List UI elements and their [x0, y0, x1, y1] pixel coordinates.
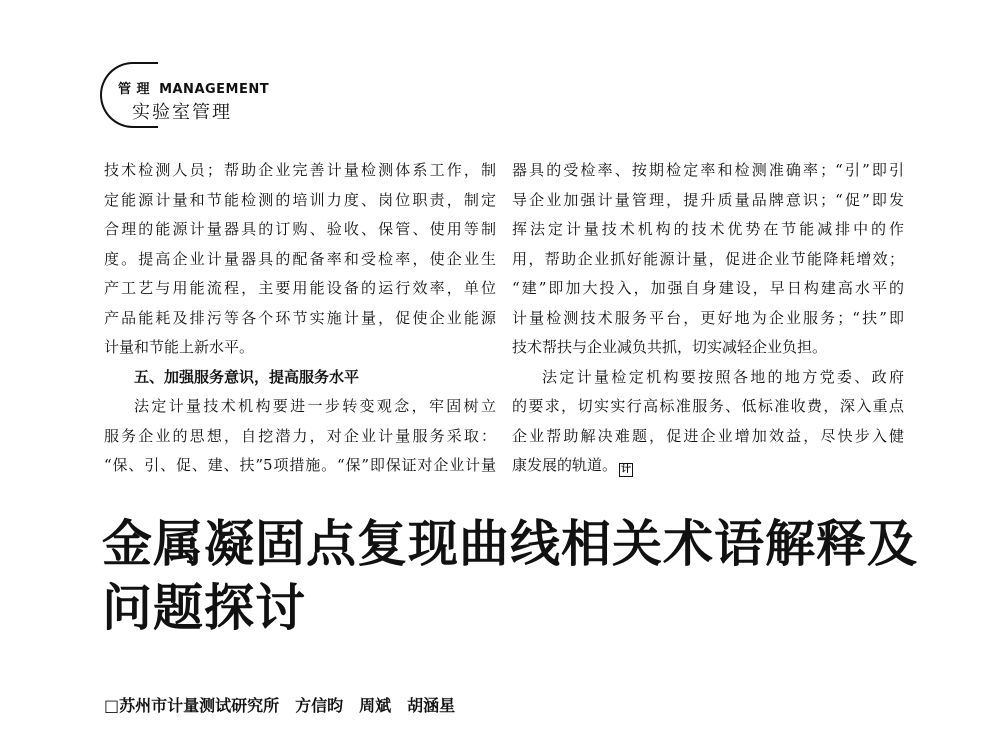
body-line: 挥法定计量技术机构的技术优势在节能减排中的作	[512, 220, 904, 238]
body-line: “保、引、促、建、扶”5项措施。“保”即保证对企业计量	[104, 456, 496, 474]
body-line: 用，帮助企业抓好能源计量，促进企业节能降耗增效；	[512, 249, 904, 268]
body-line: 器具的受检率、按期检定率和检测准确率；“引”即引	[512, 161, 904, 179]
body-line: 法定计量检定机构要按照各地的地方党委、政府	[542, 367, 904, 386]
body-line: 计量检测技术服务平台，更好地为企业服务；“扶”即	[512, 308, 904, 327]
body-line: 度。提高企业计量器具的配备率和受检率，使企业生	[104, 249, 496, 268]
body-line: 技术帮扶与企业减负共抓，切实减轻企业负担。	[512, 338, 828, 356]
article-title	[102, 512, 918, 640]
subsection-label: 实验室管理	[132, 102, 232, 123]
body-line: “建”即加大投入，加强自身建设，早日构建高水平的	[512, 279, 904, 297]
body-line-last	[512, 451, 904, 481]
left-column	[104, 156, 496, 481]
section-heading: 五、加强服务意识，提高服务水平	[134, 367, 360, 386]
body-line: 计量和节能上新水平。	[104, 338, 255, 356]
body-line: 产品能耗及排污等各个环节实施计量，促使企业能源	[104, 308, 496, 327]
body-line: 服务企业的思想，自挖潜力，对企业计量服务采取：	[104, 426, 496, 445]
section-label	[118, 78, 269, 97]
body-line: 产工艺与用能流程，主要用能设备的运行效率，单位	[104, 279, 496, 297]
body-line: 技术检测人员；帮助企业完善计量检测体系工作，制	[104, 161, 496, 179]
body-line: 企业帮助解决难题，促进企业增加效益，尽快步入健	[512, 426, 904, 445]
body-line: 的要求，切实实行高标准服务、低标准收费，深入重点	[512, 397, 904, 415]
section-header	[100, 58, 360, 128]
title-line: 金属凝固点复现曲线相关术语解释及	[102, 514, 918, 573]
title-line: 问题探讨	[102, 578, 306, 637]
body-line-text: 康发展的轨道。	[512, 456, 618, 474]
body-line: 合理的能源计量器具的订购、验收、保管、使用等制	[104, 220, 496, 238]
section-label-cn: 管 理	[118, 82, 151, 97]
article-end-mark: 计	[621, 464, 632, 475]
body-line: 法定计量技术机构要进一步转变观念，牢固树立	[134, 397, 496, 415]
body-line: 导企业加强计量管理，提升质量品牌意识；“促”即发	[512, 190, 904, 209]
body-line: 定能源计量和节能检测的培训力度、岗位职责，制定	[104, 190, 496, 209]
author-byline: □苏州市计量测试研究所 方信昀 周斌 胡涵星	[104, 696, 456, 715]
right-column	[512, 156, 904, 481]
section-label-en: MANAGEMENT	[159, 82, 270, 97]
